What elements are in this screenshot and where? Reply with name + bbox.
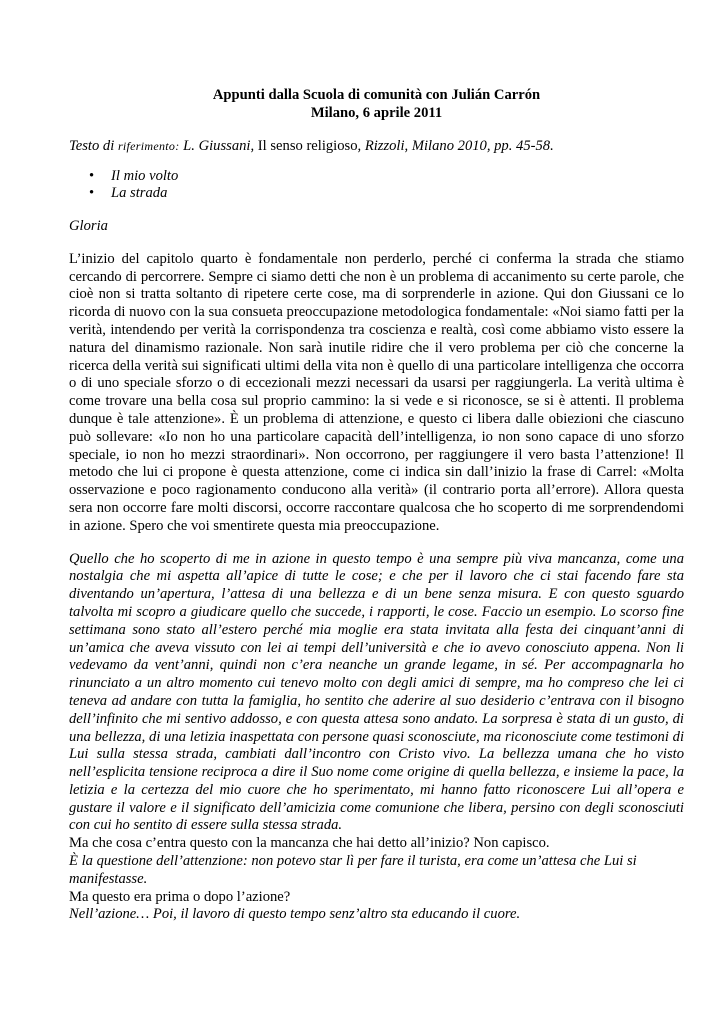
- paragraph-testimony: Quello che ho scoperto di me in azione in questo tempo è una sempre più viva mancanza, come una nostalgia che mi aspetta all’apice di tutte le cose; e che per il lavoro che ci stai facendo fare sta diventando un’apertura, l’attesa di una bellezza e di un bene senza misura. E con questo sguardo talvolta mi scopro a giudicare quello che succede, i rapporti, le cose. Faccio un esempio. Lo scorso fine settimana sono stato all’estero perché mia moglie era stata invitata alla festa dei cinquant’anni di un’amica che aveva vissuto con lei ai tempi dell’università e che io avevo conosciuto appena. Non li vedevamo da vent’anni, quindi non c’era neanche un grande legame, in sé. Per accompagnarla ho rinunciato a un altro momento cui tenevo molto con degli amici di sempre, ma ho compreso che lei ci teneva ad andare con tutta la famiglia, ho sentito che aderire al suo desiderio c’entrava con il bisogno dell’infinito che mi sentivo addosso, e con questa attesa sono andato. La sorpresa è stata di un gusto, di una bellezza, di una letizia inaspettata con persone quasi sconosciute, ma riconosciute come testimoni di Lui sulla stessa strada, cambiati dall’incontro con Cristo vivo. La bellezza umana che ho visto nell’esplicita tensione reciproca a dire il Suo nome come origine di quella bellezza, e insieme la pace, la letizia e la certezza del mio cuore che ho sperimentato, mi hanno fatto riconoscere Lui all’opera e gustare il valore e il significato dell’amicizia come comunione che libera, persino con degli sconosciuti con cui ho sentito di essere sulla stessa strada.: [69, 550, 684, 834]
- paragraph-intro: L’inizio del capitolo quarto è fondamentale non perderlo, perché ci conferma la strada che stiamo cercando di percorrere. Sempre ci siamo detti che non è un problema di accanimento su certe parole, che cioè non si tratta soltanto di ripetere certe cose, ma di sorprenderle in azione. Qui don Giussani ce lo ricorda di nuovo con la sua consueta preoccupazione metodologica fondamentale: «Noi siamo fatti per la verità, intendendo per verità la corrispondenza tra coscienza e realtà, così come abbiamo visto essere la natura del dinamismo razionale. Non sarà inutile ridire che il vero problema per ciò che concerne la ricerca della verità sui significati ultimi della vita non è quello di una particolare intelligenza che occorra o di uno speciale sforzo o di eccezionali mezzi necessari da usarsi per raggiungerla. La verità ultima è come trovare una bella cosa sul proprio cammino: la si vede e si riconosce, se si è attenti. Il problema dunque è tale attenzione». È un problema di attenzione, e questo ci libera dalle obiezioni che ciascuno può sollevare: «Io non ho una particolare capacità dell’intelligenza, io non sono capace di uno sforzo speciale, io non ho mezzi straordinari». Non occorrono, per raggiungere il vero basta l’attenzione! Il metodo che lui ci propone è questa attenzione, come ci indica sin dall’inizio la frase di Carrel: «Molta osservazione e poco ragionamento conducono alla verità» (il contrario porta all’errore). Allora questa sera non occorre fare molti discorsi, occorre raccontare qualcosa che ho scoperto di me sorprendendomi in azione. Spero che voi smentirete questa mia preoccupazione.: [69, 250, 684, 534]
- reference-book: Il senso religioso: [257, 138, 358, 154]
- dialogue-line: Ma che cosa c’entra questo con la mancanza che hai detto all’inizio? Non capisco.: [69, 835, 550, 852]
- reference-rest: , Rizzoli, Milano 2010, pp. 45-58.: [357, 138, 554, 154]
- dialogue-line: Ma questo era prima o dopo l’azione?: [69, 888, 291, 905]
- list-item: • Il mio volto: [89, 168, 684, 186]
- reference-text: [69, 138, 684, 156]
- title-line-2: Milano, 6 aprile 2011: [310, 105, 443, 121]
- dialogue-block: [69, 835, 684, 924]
- speaker-name: Gloria: [69, 217, 108, 234]
- reference-author: L. Giussani,: [179, 138, 258, 154]
- topic-list: [69, 168, 684, 203]
- dialogue-line: Nell’azione… Poi, il lavoro di questo tempo senz’altro sta educando il cuore.: [69, 906, 521, 923]
- reference-label-b: riferimento:: [117, 139, 180, 153]
- dialogue-line: È la questione dell’attenzione: non potevo star lì per fare il turista, era come un’attesa che Lui si manifestasse.: [69, 853, 637, 887]
- list-item: • La strada: [89, 185, 684, 203]
- reference-label-a: Testo di: [69, 138, 118, 154]
- document-title: [69, 86, 684, 122]
- title-line-1: Appunti dalla Scuola di comunità con Julián Carrón: [212, 87, 541, 103]
